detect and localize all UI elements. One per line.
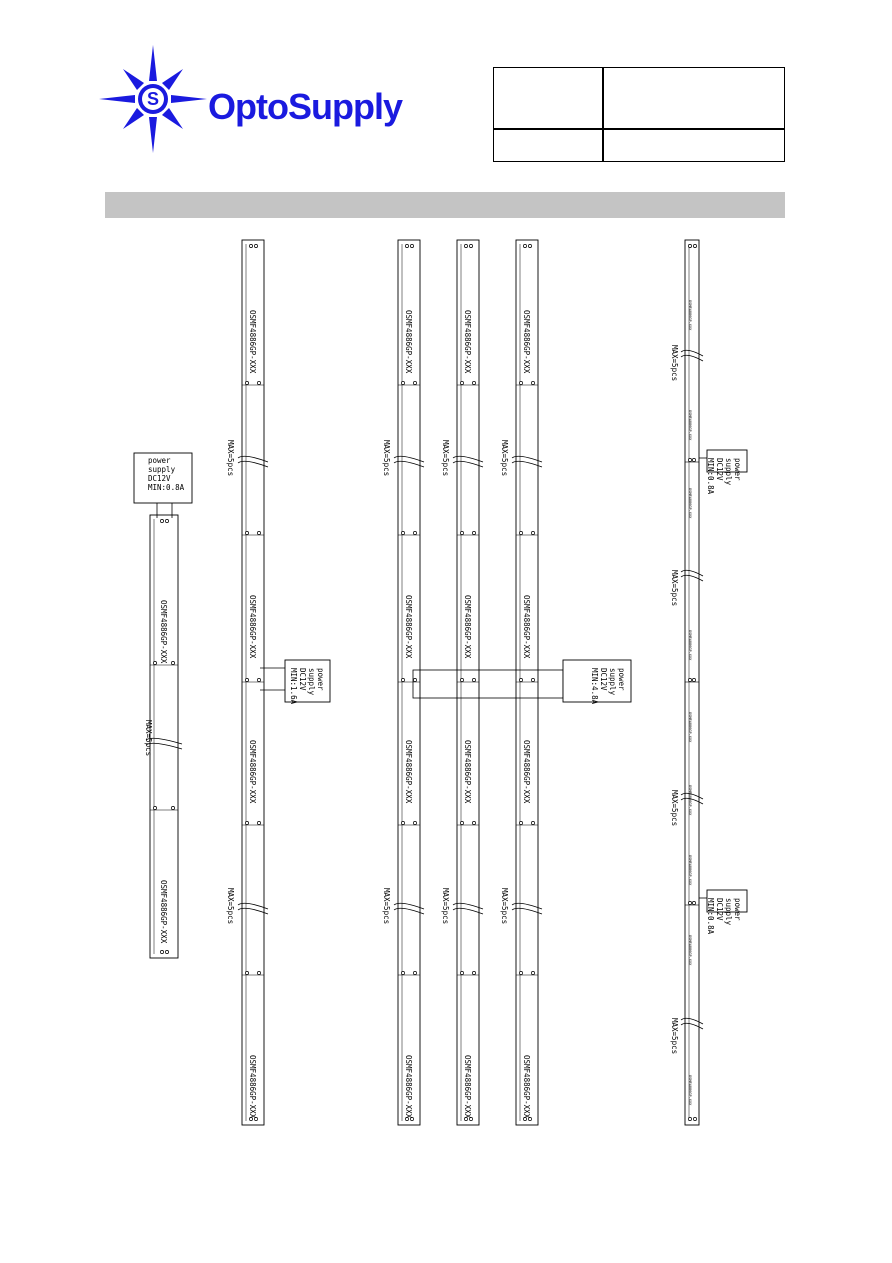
power-supply-label: MIN:4.8A — [590, 668, 599, 705]
joint-pin — [257, 531, 260, 534]
power-supply-label: DC12V — [715, 898, 724, 921]
joint-pin — [460, 971, 463, 974]
max-label: MAX=5pcs — [382, 888, 391, 925]
joint-pin — [401, 821, 404, 824]
max-label: MAX=5pcs — [670, 790, 679, 827]
end-pin — [523, 244, 526, 247]
part-label: OSMF4886GP-XXX — [404, 740, 413, 804]
part-label: OSMF4886GP-XXX — [248, 1055, 257, 1119]
part-label: OSMF4886GP-XXX — [688, 935, 692, 966]
max-label: MAX=5pcs — [226, 440, 235, 477]
part-label: OSMF4886GP-XXX — [522, 740, 531, 804]
power-supply-label: supply — [724, 458, 733, 486]
joint-pin — [257, 678, 260, 681]
joint-pin — [413, 971, 416, 974]
end-pin — [693, 244, 696, 247]
joint-pin — [245, 678, 248, 681]
power-supply-label: power — [733, 458, 742, 481]
joint-pin — [519, 531, 522, 534]
joint-pin — [460, 678, 463, 681]
part-label: OSMF4886GP-XXX — [248, 740, 257, 804]
end-pin — [405, 244, 408, 247]
joint-pin — [472, 381, 475, 384]
joint-pin — [472, 971, 475, 974]
max-label: MAX=5pcs — [670, 1018, 679, 1055]
end-pin — [249, 244, 252, 247]
joint-pin — [460, 381, 463, 384]
joint-pin — [245, 381, 248, 384]
power-supply-label: DC12V — [599, 668, 608, 691]
joint-pin — [519, 678, 522, 681]
joint-pin — [531, 971, 534, 974]
max-label: MAX=5pcs — [226, 888, 235, 925]
joint-pin — [245, 821, 248, 824]
end-pin — [688, 1117, 691, 1120]
joint-pin — [413, 531, 416, 534]
bus-wire — [413, 670, 563, 698]
end-pin — [528, 244, 531, 247]
max-label: MAX=5pcs — [670, 570, 679, 607]
joint-pin — [472, 531, 475, 534]
joint-pin — [688, 458, 691, 461]
joint-pin — [257, 971, 260, 974]
max-label: MAX=5pcs — [382, 440, 391, 477]
power-supply-label: supply — [307, 668, 316, 696]
break-mark — [681, 1023, 703, 1029]
part-label: OSMF4886GP-XXX — [159, 880, 168, 944]
end-pin — [469, 244, 472, 247]
part-label: OSMF4886GP-XXX — [248, 310, 257, 374]
break-mark — [238, 461, 268, 467]
end-pin — [160, 950, 163, 953]
joint-pin — [171, 661, 174, 664]
break-mark — [681, 355, 703, 361]
joint-pin — [257, 381, 260, 384]
power-supply-label: supply — [724, 898, 733, 926]
part-label: OSMF4886GP-XXX — [688, 855, 692, 886]
power-supply-label: power — [733, 898, 742, 921]
joint-pin — [519, 381, 522, 384]
break-mark — [394, 461, 424, 467]
joint-pin — [245, 971, 248, 974]
break-mark — [453, 908, 483, 914]
joint-pin — [401, 531, 404, 534]
joint-pin — [531, 381, 534, 384]
part-label: OSMF4886GP-XXX — [522, 595, 531, 659]
end-pin — [464, 244, 467, 247]
break-mark — [453, 461, 483, 467]
power-supply-label: MIN:0.8A — [706, 458, 715, 495]
part-label: OSMF4886GP-XXX — [159, 600, 168, 664]
power-supply-label: DC12V — [148, 474, 171, 483]
part-label: OSMF4886GP-XXX — [404, 595, 413, 659]
joint-pin — [531, 821, 534, 824]
end-pin — [254, 244, 257, 247]
part-label: OSMF4886GP-XXX — [463, 595, 472, 659]
part-label: OSMF4886GP-XXX — [248, 595, 257, 659]
end-pin — [165, 950, 168, 953]
joint-pin — [688, 678, 691, 681]
joint-pin — [460, 821, 463, 824]
break-mark — [512, 461, 542, 467]
joint-pin — [692, 458, 695, 461]
joint-pin — [688, 901, 691, 904]
strip-thin — [685, 240, 699, 1125]
power-supply-label: MIN:0.8A — [706, 898, 715, 935]
break-mark — [512, 908, 542, 914]
joint-pin — [531, 678, 534, 681]
part-label: OSMF4886GP-XXX — [688, 785, 692, 816]
max-label: MAX=5pcs — [441, 888, 450, 925]
joint-pin — [519, 971, 522, 974]
part-label: OSMF4886GP-XXX — [404, 1055, 413, 1119]
part-label: OSMF4886GP-XXX — [688, 488, 692, 519]
max-label: MAX=5pcs — [500, 440, 509, 477]
break-mark — [394, 908, 424, 914]
part-label: OSMF4886GP-XXX — [522, 1055, 531, 1119]
end-pin — [688, 244, 691, 247]
power-supply-label: MIN:1.6A — [289, 668, 298, 705]
part-label: OSMF4886GP-XXX — [688, 410, 692, 441]
part-label: OSMF4886GP-XXX — [463, 740, 472, 804]
joint-pin — [153, 661, 156, 664]
brand-name: OptoSupply — [208, 86, 402, 127]
joint-pin — [460, 531, 463, 534]
break-mark — [681, 575, 703, 581]
power-supply-label: supply — [148, 465, 176, 474]
joint-pin — [401, 971, 404, 974]
joint-pin — [692, 678, 695, 681]
end-pin — [693, 1117, 696, 1120]
max-label: MAX=5pcs — [441, 440, 450, 477]
max-label: MAX=5pcs — [144, 720, 153, 757]
power-supply-label: supply — [608, 668, 617, 696]
part-label: OSMF4886GP-XXX — [688, 300, 692, 331]
max-label: MAX=5pcs — [500, 888, 509, 925]
joint-pin — [413, 821, 416, 824]
power-supply-label: MIN:0.8A — [148, 483, 185, 492]
joint-pin — [245, 531, 248, 534]
part-label: OSMF4886GP-XXX — [404, 310, 413, 374]
end-pin — [165, 519, 168, 522]
part-label: OSMF4886GP-XXX — [522, 310, 531, 374]
end-pin — [160, 519, 163, 522]
joint-pin — [401, 678, 404, 681]
joint-pin — [401, 381, 404, 384]
break-mark — [238, 908, 268, 914]
joint-pin — [153, 806, 156, 809]
joint-pin — [257, 821, 260, 824]
part-label: OSMF4886GP-XXX — [463, 310, 472, 374]
joint-pin — [519, 821, 522, 824]
joint-pin — [531, 531, 534, 534]
part-label: OSMF4886GP-XXX — [688, 1075, 692, 1106]
power-supply-label: power — [148, 456, 171, 465]
power-supply-label: power — [316, 668, 325, 691]
power-supply-label: DC12V — [715, 458, 724, 481]
joint-pin — [413, 381, 416, 384]
svg-text:S: S — [146, 89, 160, 109]
power-supply-label: DC12V — [298, 668, 307, 691]
joint-pin — [692, 901, 695, 904]
power-supply-label: power — [617, 668, 626, 691]
end-pin — [410, 244, 413, 247]
joint-pin — [413, 678, 416, 681]
part-label: OSMF4886GP-XXX — [688, 712, 692, 743]
part-label: OSMF4886GP-XXX — [688, 630, 692, 661]
joint-pin — [171, 806, 174, 809]
part-label: OSMF4886GP-XXX — [463, 1055, 472, 1119]
joint-pin — [472, 678, 475, 681]
max-label: MAX=5pcs — [670, 345, 679, 382]
joint-pin — [472, 821, 475, 824]
